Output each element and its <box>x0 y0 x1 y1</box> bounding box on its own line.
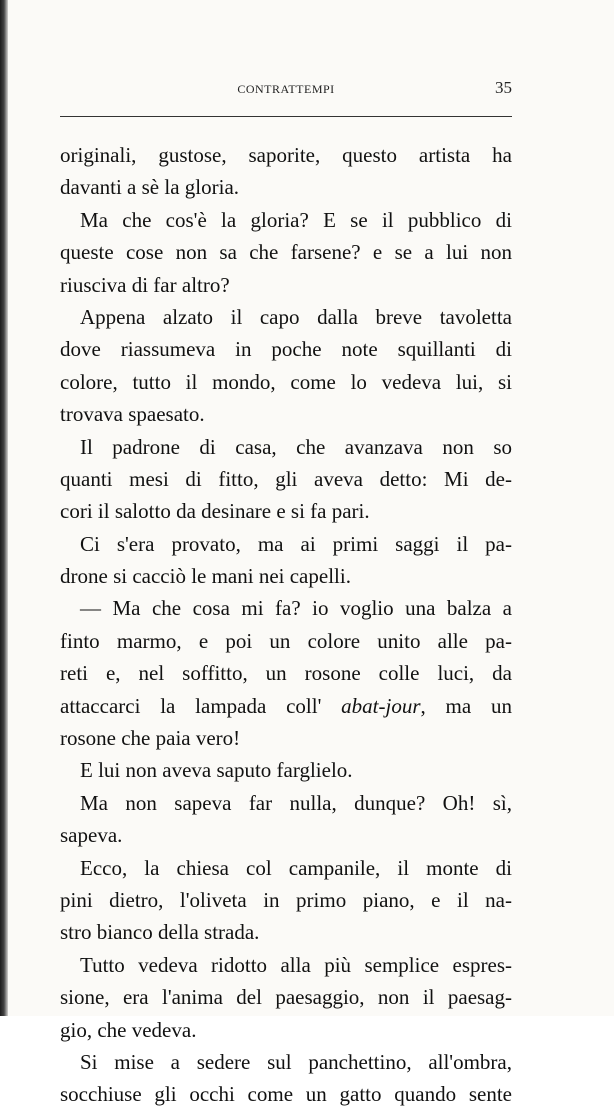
text-line: Ci s'era provato, ma ai primi saggi il pa- <box>80 531 512 556</box>
text-line: drone si cacciò le mani nei capelli. <box>60 564 351 589</box>
body-text <box>60 139 512 1111</box>
text-line: originali, gustose, saporite, questo artista ha <box>60 143 512 167</box>
text-line: queste cose non sa che farsene? e se a lui non <box>60 240 512 265</box>
text-line: pini dietro, l'oliveta in primo piano, e il na- <box>60 887 512 912</box>
text-line: — Ma che cosa mi fa? io voglio una balza a <box>80 596 512 621</box>
text-line: davanti a sè la gloria. <box>60 175 240 200</box>
text-line: Tutto vedeva ridotto alla più semplice espres- <box>80 952 512 977</box>
header-rule <box>60 116 512 117</box>
text-line: sapeva. <box>60 823 123 848</box>
text-line: riusciva di far altro? <box>60 272 230 297</box>
text-line: stro bianco della strada. <box>60 920 260 945</box>
text-line: colore, tutto il mondo, come lo vedeva lui, si <box>60 369 512 394</box>
text-line: E lui non aveva saputo farglielo. <box>80 758 353 783</box>
text-line: socchiuse gli occhi come un gatto quando sente <box>60 1082 512 1107</box>
text-line: gio, che vedeva. <box>60 1017 197 1042</box>
text-line: trovava spaesato. <box>60 402 205 427</box>
text-line: cori il salotto da desinare e si fa pari. <box>60 499 370 524</box>
text-line: reti e, nel soffitto, un rosone colle luci, da <box>60 661 512 686</box>
text-line: rosone che paia vero! <box>60 726 241 751</box>
page-number: 35 <box>495 78 512 97</box>
text-line: Si mise a sedere sul panchettino, all'ombra, <box>80 1049 512 1074</box>
text-line: finto marmo, e poi un colore unito alle pa- <box>60 628 512 653</box>
text-line: Ma che cos'è la gloria? E se il pubblico di <box>80 207 512 232</box>
text-line: sione, era l'anima del paesaggio, non il paesag- <box>60 985 512 1010</box>
spine-shadow <box>0 0 8 1016</box>
text-line: dove riassumeva in poche note squillanti di <box>60 337 512 362</box>
text-line: attaccarci la lampada coll' abat-jour, ma un <box>60 693 512 718</box>
page-header <box>60 78 512 102</box>
text-line: Ma non sapeva far nulla, dunque? Oh! sì, <box>80 790 512 815</box>
text-line: Il padrone di casa, che avanzava non so <box>80 434 512 459</box>
text-line: Appena alzato il capo dalla breve tavoletta <box>80 304 512 329</box>
text-line: quanti mesi di fitto, gli aveva detto: Mi de- <box>60 466 512 491</box>
running-title: CONTRATTEMPI <box>237 82 335 96</box>
italic-term: abat-jour <box>341 693 421 718</box>
text-line: Ecco, la chiesa col campanile, il monte di <box>80 855 512 880</box>
